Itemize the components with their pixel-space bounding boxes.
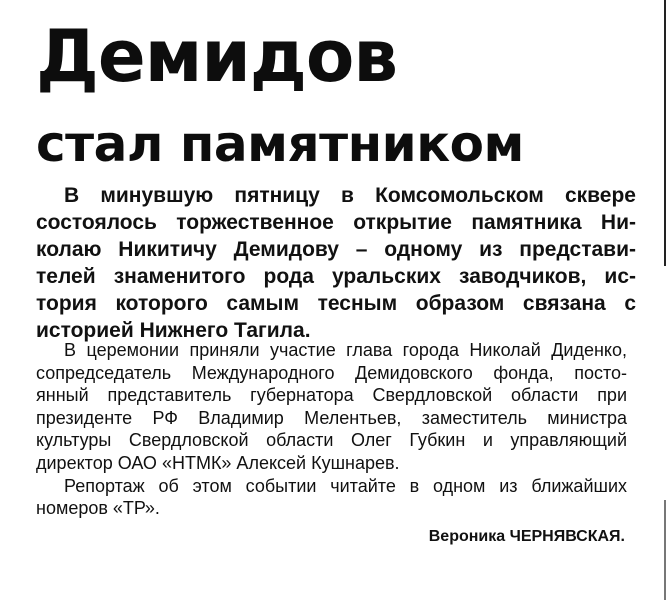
lead-line: телей знаменитого рода уральских заводчиков, ис- bbox=[36, 265, 636, 288]
lead-paragraph bbox=[36, 182, 636, 344]
body-line: культуры Свердловской области Олег Губкин и управляющий bbox=[36, 430, 627, 451]
lead-line: колаю Никитичу Демидову – одному из представи- bbox=[36, 238, 636, 261]
body-line: янный представитель губернатора Свердловской области при bbox=[36, 385, 627, 406]
lead-line: историей Нижнего Тагила. bbox=[36, 319, 311, 342]
column-divider bbox=[664, 0, 666, 266]
body-line: президенте РФ Владимир Мелентьев, заместитель министра bbox=[36, 407, 627, 428]
body-text bbox=[36, 339, 627, 520]
body-line: номеров «ТР». bbox=[36, 498, 160, 519]
column-divider bbox=[664, 500, 666, 600]
lead-line: состоялось торжественное открытие памятника Ни- bbox=[36, 211, 636, 234]
body-line: Репортаж об этом событии читайте в одном из ближайших bbox=[64, 475, 627, 496]
body-line: директор ОАО «НТМК» Алексей Кушнарев. bbox=[36, 452, 400, 473]
author-first-name: Вероника bbox=[428, 528, 510, 545]
headline-line-1: Демидов bbox=[36, 14, 398, 98]
lead-line: тория которого самым тесным образом связана с bbox=[36, 292, 636, 315]
headline-line-2: стал памятником bbox=[36, 115, 524, 173]
body-line: сопредседатель Международного Демидовского фонда, посто- bbox=[36, 362, 627, 383]
author-last-name: ЧЕРНЯВСКАЯ. bbox=[509, 528, 625, 545]
body-line: В церемонии приняли участие глава города Николай Диденко, bbox=[64, 340, 627, 360]
author-byline bbox=[429, 526, 625, 548]
lead-line: В минувшую пятницу в Комсомольском сквере bbox=[64, 184, 636, 207]
